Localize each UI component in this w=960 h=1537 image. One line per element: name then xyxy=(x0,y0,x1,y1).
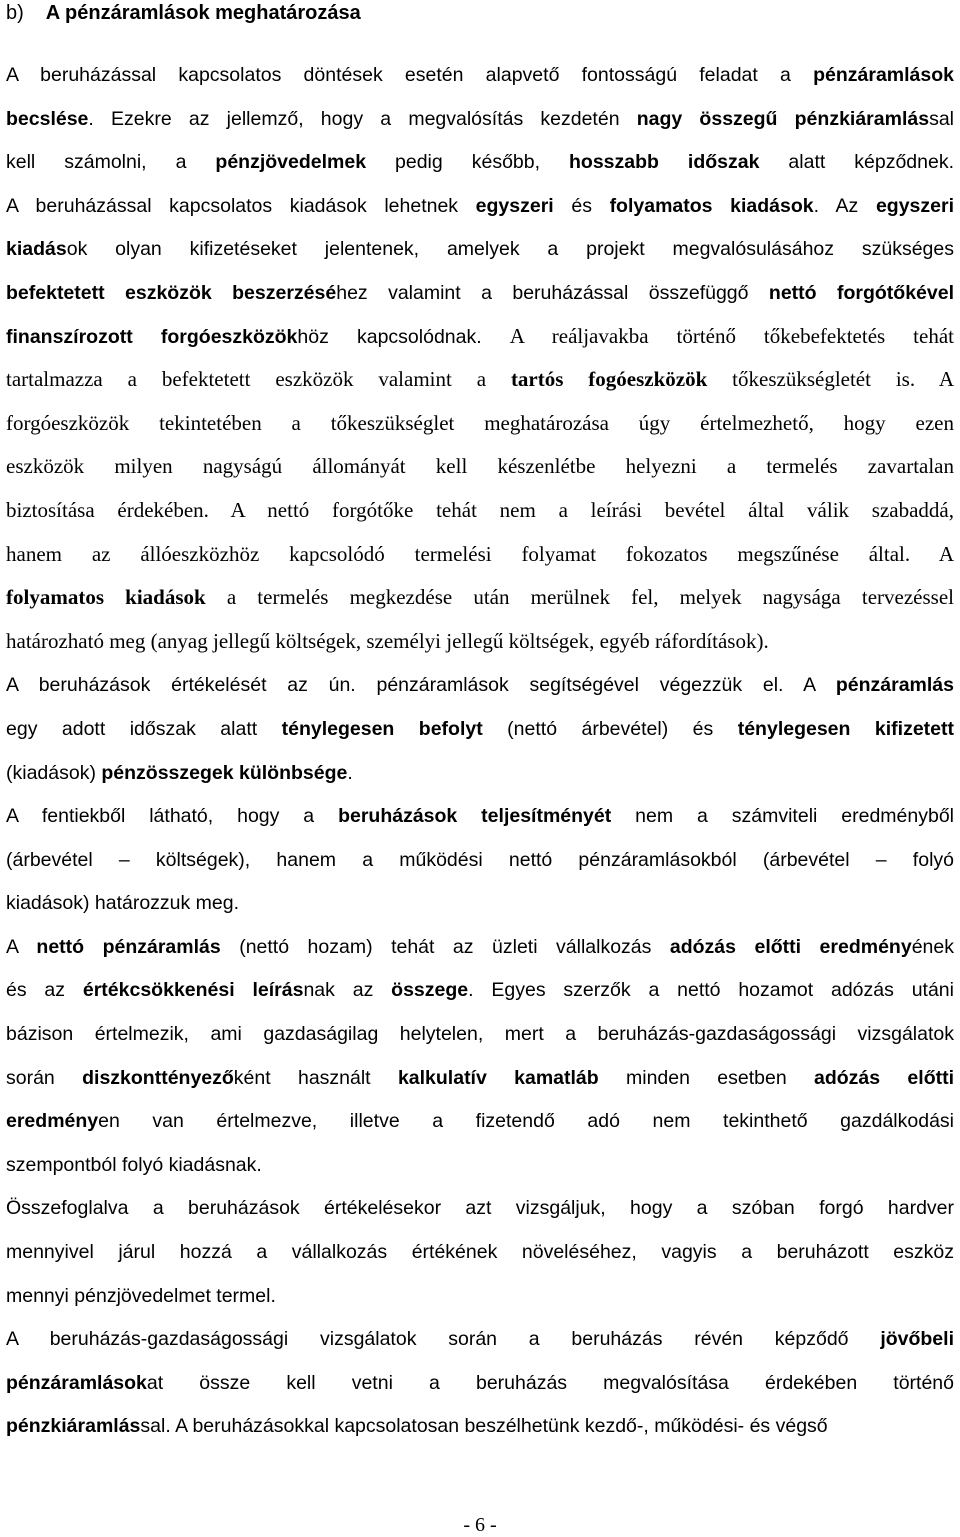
bold-text: pénzösszegek különbsége xyxy=(101,761,348,784)
section-title: A pénzáramlások meghatározása xyxy=(45,2,361,24)
bold-text: ténylegesen kifizetett xyxy=(737,717,954,740)
text-line xyxy=(6,1317,954,1361)
bold-text: egyszeri xyxy=(475,194,554,217)
text-line xyxy=(6,271,954,315)
text-run: egy adott időszak alatt xyxy=(6,717,282,740)
text-line xyxy=(6,533,954,577)
paragraph xyxy=(6,53,954,663)
text-run: sal xyxy=(929,107,954,130)
bold-text: értékcsökkenési leírás xyxy=(82,979,304,1002)
text-run: határozható meg (anyag jellegű költségek, személyi jellegű költségek, egyéb ráfordítások). xyxy=(6,628,769,653)
text-line xyxy=(6,838,954,882)
bold-text: pénzkiáramlás xyxy=(6,1415,141,1438)
text-line xyxy=(6,315,954,359)
text-line xyxy=(6,1274,954,1318)
text-run: hez valamint a beruházással összefüggő xyxy=(336,281,769,304)
bold-text: összege xyxy=(391,979,469,1002)
section-number: b) xyxy=(6,2,24,24)
bold-text: pénzáramlások xyxy=(813,64,954,86)
text-run: mennyivel járul hozzá a vállalkozás értékének növeléséhez, vagyis a beruházott eszköz xyxy=(6,1241,954,1264)
text-line xyxy=(6,140,954,184)
text-line xyxy=(6,881,954,925)
text-line xyxy=(6,1361,954,1405)
text-run: és az xyxy=(6,979,83,1002)
text-run: minden esetben xyxy=(598,1066,814,1089)
text-run: Összefoglalva a beruházások értékelésekor azt vizsgáljuk, hogy a szóban forgó hardver xyxy=(6,1197,954,1220)
text-run: pedig később, xyxy=(366,151,569,174)
text-run: tőkeszükségletét is. A xyxy=(707,367,954,392)
text-line xyxy=(6,445,954,489)
text-run: A beruházások értékelését az ún. pénzáramlások segítségével végezzük el. A xyxy=(6,674,836,697)
text-run: (nettó hozam) tehát az üzleti vállalkozás xyxy=(220,935,670,958)
bold-text: kalkulatív kamatláb xyxy=(397,1066,599,1089)
bold-text: pénzáramlások xyxy=(6,1371,147,1394)
text-run: hanem az állóeszközhöz kapcsolódó termelési folyamat fokozatos megszűnése által. A xyxy=(6,541,954,566)
text-run: höz kapcsolódnak. xyxy=(297,325,510,348)
text-line xyxy=(6,794,954,838)
text-run: A beruházással kapcsolatos döntések esetén alapvető fontosságú feladat a xyxy=(6,64,814,86)
text-line xyxy=(6,751,954,795)
paragraph xyxy=(6,925,954,1187)
text-line xyxy=(6,1012,954,1056)
text-line xyxy=(6,53,954,97)
text-run: A beruházással kapcsolatos kiadások lehetnek xyxy=(6,194,476,217)
page-number: - 6 - xyxy=(463,1514,497,1536)
text-run: mennyi pénzjövedelmet termel. xyxy=(6,1284,276,1307)
text-run: . Az xyxy=(813,194,876,217)
text-run: . Egyes szerzők a nettó hozamot adózás utáni xyxy=(468,979,954,1002)
bold-text: ténylegesen befolyt xyxy=(281,717,483,740)
bold-text: folyamatos kiadások xyxy=(609,194,814,217)
text-line xyxy=(6,1404,954,1448)
bold-text: adózás előtti eredmény xyxy=(669,935,912,958)
text-run: biztosítása érdekében. A nettó forgótőke tehát nem a leírási bevétel által válik szabaddá, xyxy=(6,497,954,522)
text-run: bázison értelmezik, ami gazdaságilag helytelen, mert a beruházás-gazdaságossági vizsgálatok xyxy=(6,1023,954,1046)
text-run: kiadások) határozzuk meg. xyxy=(6,892,240,915)
text-run: at össze kell vetni a beruházás megvalósítása érdekében történő xyxy=(146,1371,954,1394)
bold-text: pénzáramlás xyxy=(835,674,954,697)
text-run: A fentiekből látható, hogy a xyxy=(6,805,339,828)
text-line xyxy=(6,576,954,620)
text-run: (nettó árbevétel) és xyxy=(482,717,738,740)
bold-text: nagy összegű pénzkiáramlás xyxy=(636,107,930,130)
bold-text: becslése xyxy=(6,107,89,130)
text-run: A xyxy=(6,935,37,958)
text-run: tartalmazza a befektetett eszközök valamint a xyxy=(6,367,511,392)
text-run: (árbevétel – költségek), hanem a működési nettó pénzáramlásokból (árbevétel – folyó xyxy=(6,848,954,871)
paragraph xyxy=(6,663,954,794)
paragraph xyxy=(6,794,954,925)
text-run: eszközök milyen nagyságú állományát kell készenlétbe helyezni a termelés zavartalan xyxy=(6,454,954,479)
text-run: szempontból folyó kiadásnak. xyxy=(6,1153,262,1176)
text-run: en van értelmezve, illetve a fizetendő adó nem tekinthető gazdálkodási xyxy=(98,1110,954,1133)
text-line xyxy=(6,358,954,402)
bold-text: pénzjövedelmek xyxy=(215,151,367,174)
bold-text: finanszírozott forgóeszközök xyxy=(6,325,298,348)
bold-text: nettó forgótőkével xyxy=(768,281,954,304)
text-line xyxy=(6,489,954,533)
text-run: forgóeszközök tekintetében a tőkeszükséglet meghatározása úgy értelmezhető, hogy ezen xyxy=(6,410,954,435)
text-run: ként használt xyxy=(233,1066,398,1089)
paragraph xyxy=(6,1186,954,1317)
text-run: . Ezekre az jellemző, hogy a megvalósítás kezdetén xyxy=(88,107,637,130)
text-run: nak az xyxy=(303,979,392,1002)
text-line xyxy=(6,925,954,969)
text-line xyxy=(6,707,954,751)
text-line xyxy=(6,1186,954,1230)
bold-text: beruházások teljesítményét xyxy=(338,805,612,828)
bold-text: egyszeri xyxy=(875,194,954,217)
bold-text: eredmény xyxy=(6,1110,99,1133)
text-run: A beruházás-gazdaságossági vizsgálatok során a beruházás révén képződő xyxy=(6,1328,881,1351)
bold-text: jövőbeli xyxy=(880,1328,954,1351)
text-run: (kiadások) xyxy=(6,761,102,784)
document-body xyxy=(6,53,954,1448)
text-line xyxy=(6,1056,954,1100)
text-run: alatt képződnek. xyxy=(759,151,954,174)
text-line xyxy=(6,1099,954,1143)
text-run: kell számolni, a xyxy=(6,151,216,174)
text-line xyxy=(6,620,954,664)
bold-text: kiadás xyxy=(6,238,67,261)
text-run: és xyxy=(553,194,610,217)
text-run: során xyxy=(6,1066,83,1089)
text-line xyxy=(6,184,954,228)
bold-text: tartós fogóeszközök xyxy=(510,367,708,392)
text-run: ének xyxy=(911,935,954,958)
text-run: A reáljavakba történő tőkebefektetés tehát xyxy=(509,323,954,348)
text-line xyxy=(6,97,954,141)
text-run: sal. A beruházásokkal kapcsolatosan beszélhetünk kezdő-, működési- és végső xyxy=(140,1415,828,1438)
text-line xyxy=(6,1230,954,1274)
bold-text: befektetett eszközök beszerzésé xyxy=(6,281,337,304)
text-line xyxy=(6,1143,954,1187)
text-run: nem a számviteli eredményből xyxy=(611,805,954,828)
paragraph xyxy=(6,1317,954,1448)
text-run: . xyxy=(347,761,353,784)
bold-text: diszkonttényező xyxy=(82,1066,234,1089)
text-line xyxy=(6,968,954,1012)
bold-text: adózás előtti xyxy=(814,1066,954,1089)
bold-text: hosszabb időszak xyxy=(569,151,760,174)
section-heading xyxy=(6,0,361,26)
text-run: a termelés megkezdése után merülnek fel, melyek nagysága tervezéssel xyxy=(205,585,954,610)
text-run: ok olyan kifizetéseket jelentenek, amelyek a projekt megvalósulásához szükséges xyxy=(66,238,954,261)
bold-text: nettó pénzáramlás xyxy=(36,935,221,958)
text-line xyxy=(6,402,954,446)
text-line xyxy=(6,227,954,271)
bold-text: folyamatos kiadások xyxy=(6,585,206,610)
text-line xyxy=(6,663,954,707)
